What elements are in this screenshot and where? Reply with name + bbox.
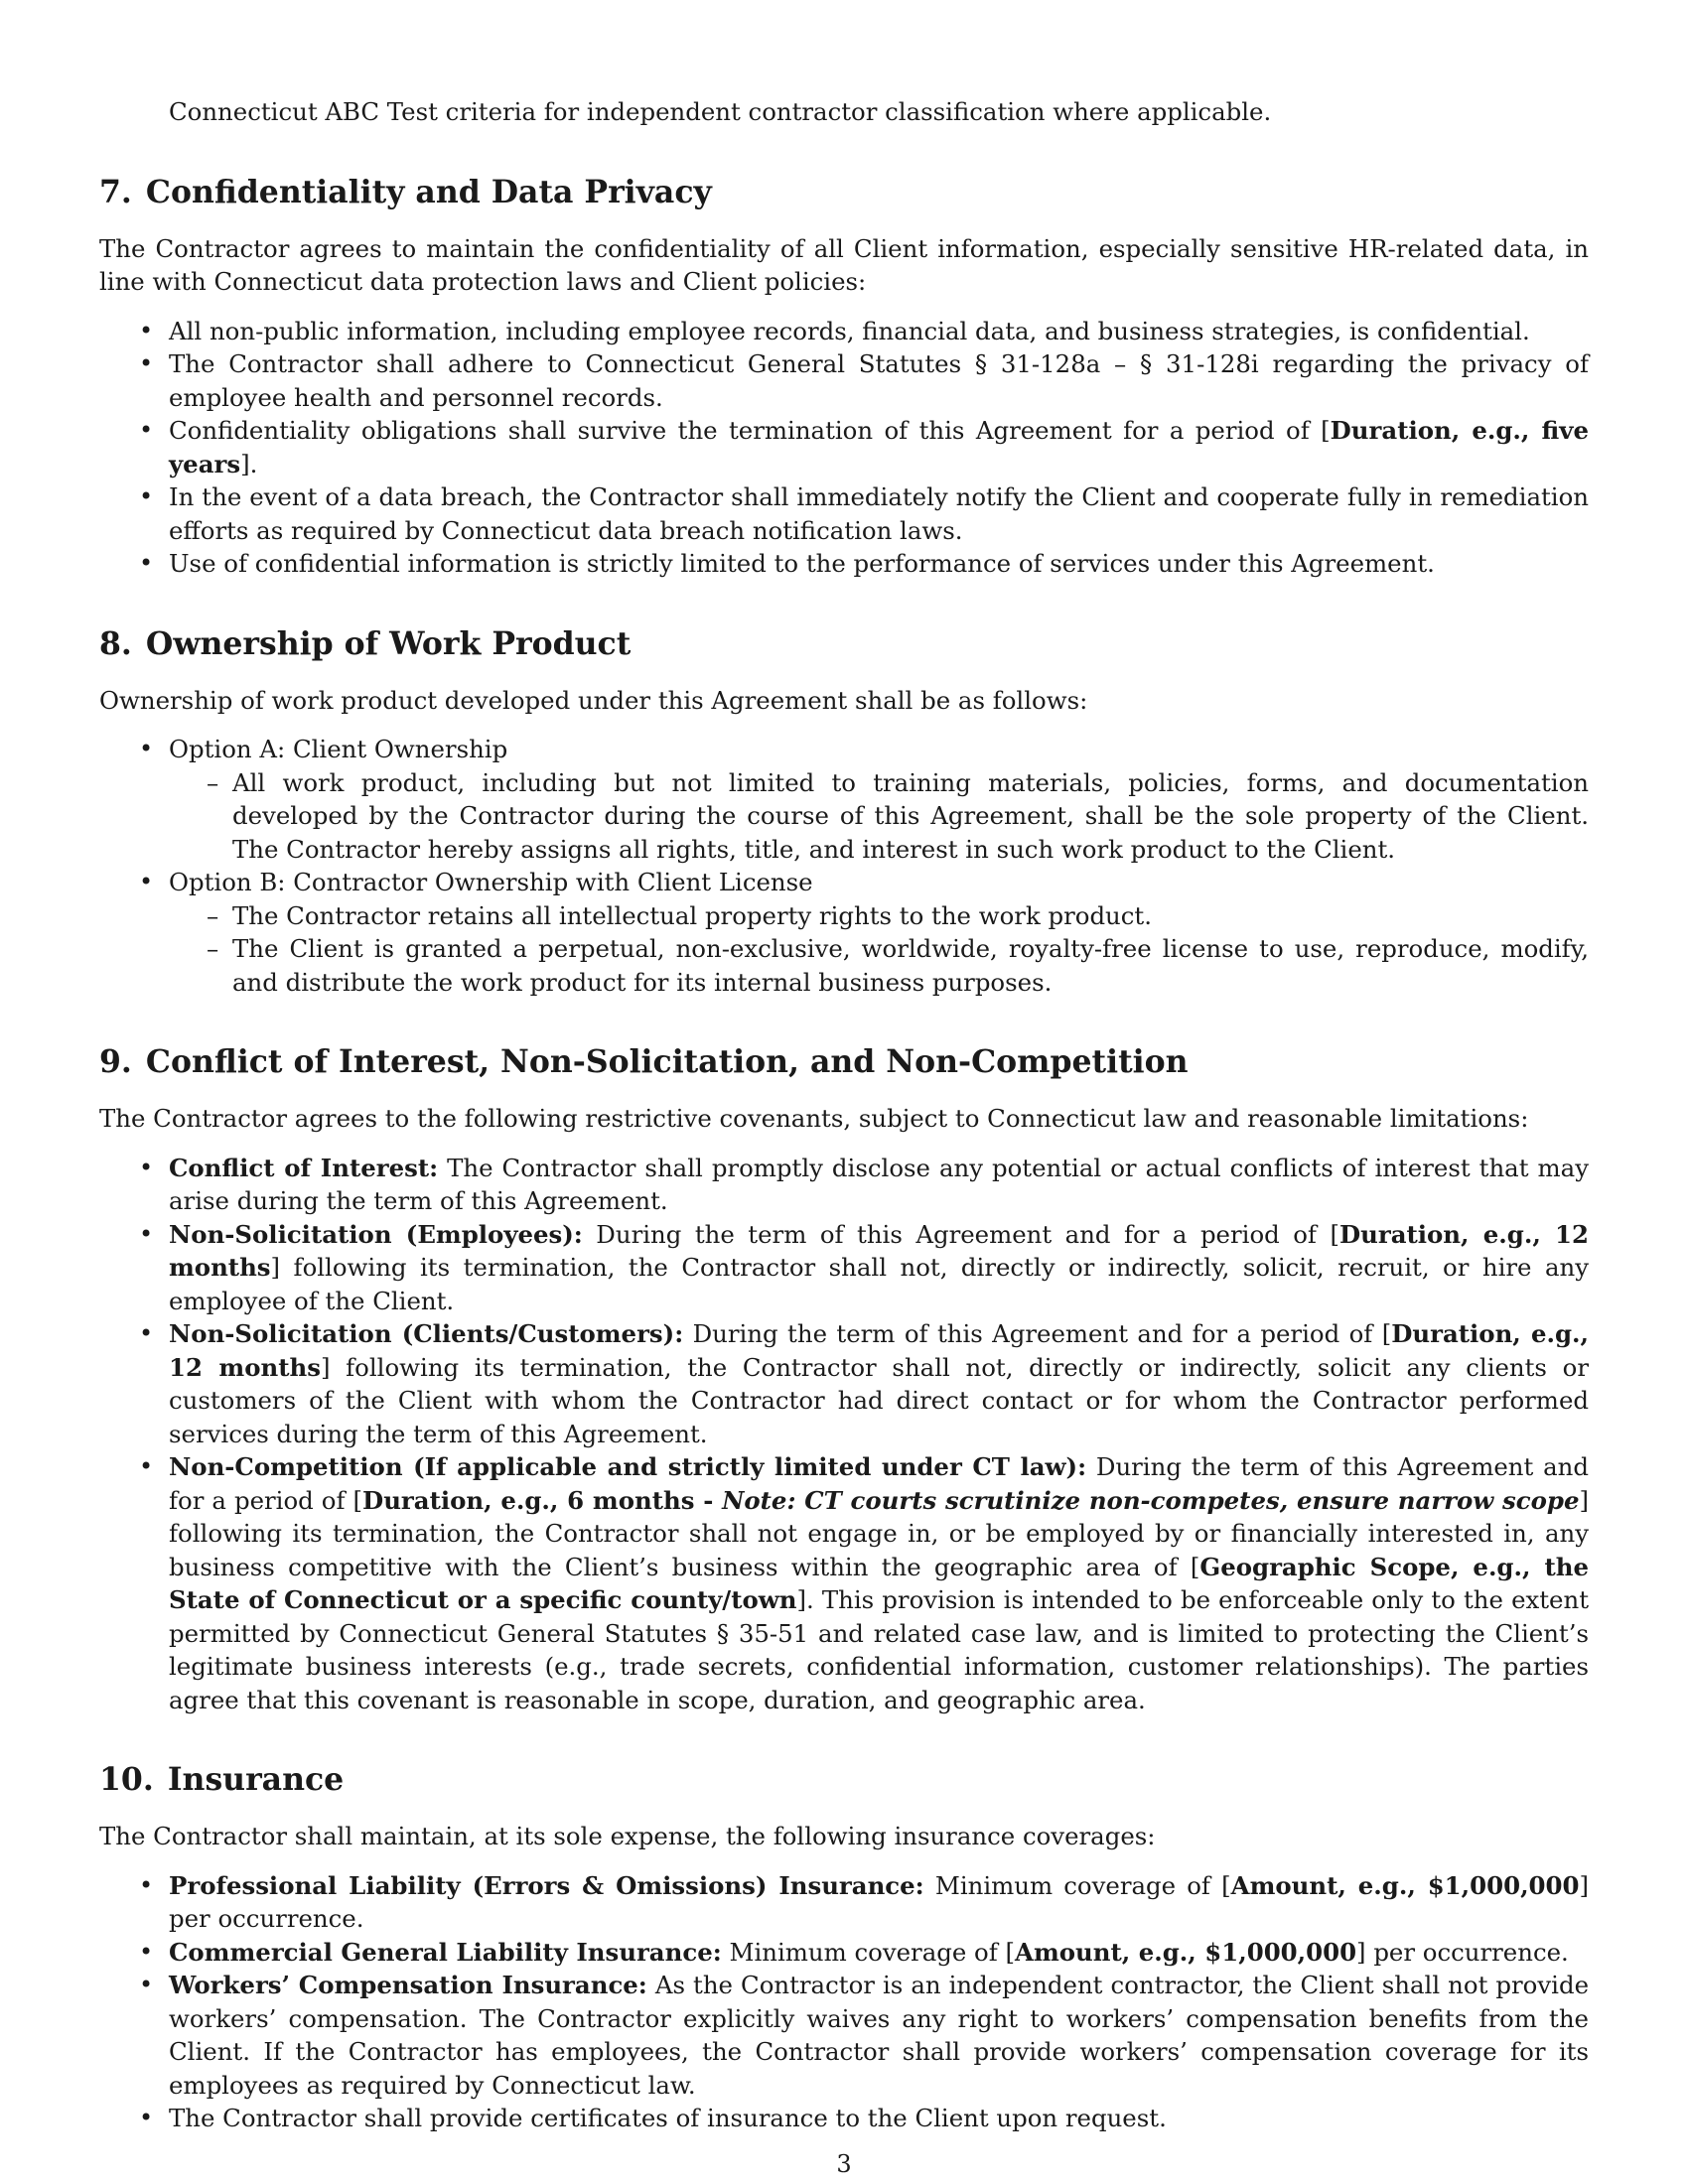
list-item (99, 414, 1589, 480)
sub-list-item: – The Contractor retains all intellectual property rights to the work product. (169, 899, 1589, 933)
item-text: As the Contractor is an independent contractor, the Client shall not provide workers’ compensation. The Contractor explicitly waives any right to workers’ compensation benefits from the Client. If the Contractor has employees, the Contractor shall provide workers’ compensation coverage for its employees as required by Connecticut law. (169, 1971, 1589, 2100)
document-page (99, 95, 1589, 2135)
list-item: • The Contractor shall adhere to Connecticut General Statutes § 31-128a – § 31-128i regarding the privacy of employee health and personnel records. (99, 347, 1589, 414)
section-title: Insurance (167, 1761, 345, 1798)
list-item: • The Contractor shall provide certificates of insurance to the Client upon request. (99, 2102, 1589, 2135)
sub-list-item: – The Client is granted a perpetual, non-exclusive, worldwide, royalty-free license to use, reproduce, modify, and distribute the work product for its internal business purposes. (169, 932, 1589, 999)
placeholder-field: Duration, e.g., five years (169, 416, 1589, 478)
section-number: 8. (99, 624, 132, 662)
item-text: Confidentiality obligations shall survive the termination of this Agreement for a period of [ (169, 416, 1331, 445)
section-9-list (99, 1152, 1589, 1717)
list-item (99, 1969, 1589, 2102)
section-title: Confidentiality and Data Privacy (145, 173, 712, 210)
list-item (99, 866, 1589, 999)
section-7-intro: The Contractor agrees to maintain the confidentiality of all Client information, especially sensitive HR-related data, in line with Connecticut data protection laws and Client policies: (99, 233, 1589, 296)
section-9-heading (99, 1042, 1589, 1082)
item-label: Non-Solicitation (Clients/Customers): (169, 1319, 684, 1348)
section-8-intro: Ownership of work product developed under this Agreement shall be as follows: (99, 685, 1088, 715)
item-text: ] following its termination, the Contractor shall not engage in, or be employed by or financially interested in, any business competitive with the Client’s business within the geographic area of [ (169, 1485, 1590, 1581)
item-label: Workers’ Compensation Insurance: (169, 1971, 647, 1999)
section-7-heading (99, 173, 1589, 212)
placeholder-field: Geographic Scope, e.g., the State of Connecticut or a specific county/town (169, 1552, 1589, 1614)
item-label: Non-Competition (If applicable and strictly limited under CT law): (169, 1452, 1087, 1481)
section-number: 10. (99, 1761, 154, 1798)
placeholder-field: Duration, e.g., 6 months - (362, 1485, 723, 1515)
placeholder-field: Duration, e.g., 12 months (169, 1319, 1589, 1382)
placeholder-note: Note: CT courts scrutinize non-competes, ensure narrow scope (722, 1485, 1580, 1515)
item-label: Professional Liability (Errors & Omissions) Insurance: (169, 1870, 924, 1900)
item-text: ]. (240, 449, 258, 478)
section-number: 7. (99, 173, 132, 210)
item-label: Conflict of Interest: (169, 1153, 439, 1182)
list-item: • In the event of a data breach, the Contractor shall immediately notify the Client and cooperate fully in remediation efforts as required by Connecticut data breach notification laws. (99, 480, 1589, 547)
item-text: Minimum coverage of [ (721, 1937, 1016, 1967)
section-title: Ownership of Work Product (145, 624, 632, 662)
placeholder-field: Amount, e.g., $1,000,000 (1230, 1870, 1580, 1900)
list-item (99, 1152, 1589, 1218)
item-text: ] per occurrence. (1356, 1937, 1569, 1967)
list-item (99, 1869, 1589, 1936)
placeholder-field: Amount, e.g., $1,000,000 (1015, 1937, 1357, 1967)
item-text: ] per occurrence. (169, 1870, 1589, 1933)
list-item (99, 1218, 1589, 1318)
list-item (99, 733, 1589, 866)
section-10-list (99, 1869, 1589, 2135)
item-text: During the term of this Agreement and for a period of [ (683, 1319, 1392, 1348)
sub-list (169, 899, 1589, 1000)
list-item: • Use of confidential information is strictly limited to the performance of services under this Agreement. (99, 547, 1589, 581)
section-10-heading (99, 1760, 1589, 1800)
continued-text: Connecticut ABC Test criteria for independent contractor classification where applicable. (169, 97, 1272, 126)
item-text: ] following its termination, the Contractor shall not, directly or indirectly, solicit any clients or customers of the Client with whom the Contractor had direct contact or for whom the Contractor performed services during the term of this Agreement. (169, 1352, 1589, 1448)
item-text: During the term of this Agreement and for a period of [ (169, 1452, 1589, 1515)
option-label: Option A: Client Ownership (169, 735, 508, 763)
item-text: ]. This provision is intended to be enforceable only to the extent permitted by Connecticut General Statutes § 35-51 and related case law, and is limited to protecting the Client’s legitimate business interests (e.g., trade secrets, confidential information, customer relationships). The parties agree that this covenant is reasonable in scope, duration, and geographic area. (169, 1585, 1590, 1714)
section-9-intro: The Contractor agrees to the following restrictive covenants, subject to Connecticut law and reasonable limitations: (99, 1104, 1529, 1133)
section-number: 9. (99, 1043, 132, 1080)
option-label: Option B: Contractor Ownership with Client License (169, 868, 813, 896)
section-title: Conflict of Interest, Non-Solicitation, and Non-Competition (145, 1043, 1189, 1080)
sub-list-item: – All work product, including but not limited to training materials, policies, forms, and documentation developed by the Contractor during the course of this Agreement, shall be the sole property of the Client. The Contractor hereby assigns all rights, title, and interest in such work product to the Client. (169, 766, 1589, 867)
section-8-list (99, 733, 1589, 999)
sub-list (169, 766, 1589, 867)
page-number: 3 (836, 2150, 852, 2178)
section-10-intro: The Contractor shall maintain, at its sole expense, the following insurance coverages: (99, 1822, 1156, 1850)
list-item (99, 1450, 1589, 1716)
section-8-heading (99, 624, 1589, 664)
item-text: Minimum coverage of [ (923, 1870, 1231, 1900)
item-label: Non-Solicitation (Employees): (169, 1219, 583, 1249)
placeholder-field: Duration, e.g., 12 months (169, 1219, 1589, 1282)
item-label: Commercial General Liability Insurance: (169, 1937, 722, 1967)
item-text: ] following its termination, the Contractor shall not, directly or indirectly, solicit, recruit, or hire any employee of the Client. (169, 1253, 1589, 1315)
list-item (99, 1936, 1589, 1970)
item-text: The Contractor shall promptly disclose any potential or actual conflicts of interest that may arise during the term of this Agreement. (169, 1153, 1589, 1215)
list-item: • All non-public information, including employee records, financial data, and business strategies, is confidential. (99, 315, 1589, 348)
item-text: During the term of this Agreement and for a period of [ (582, 1219, 1339, 1249)
list-item (99, 1317, 1589, 1450)
section-7-list (99, 315, 1589, 581)
